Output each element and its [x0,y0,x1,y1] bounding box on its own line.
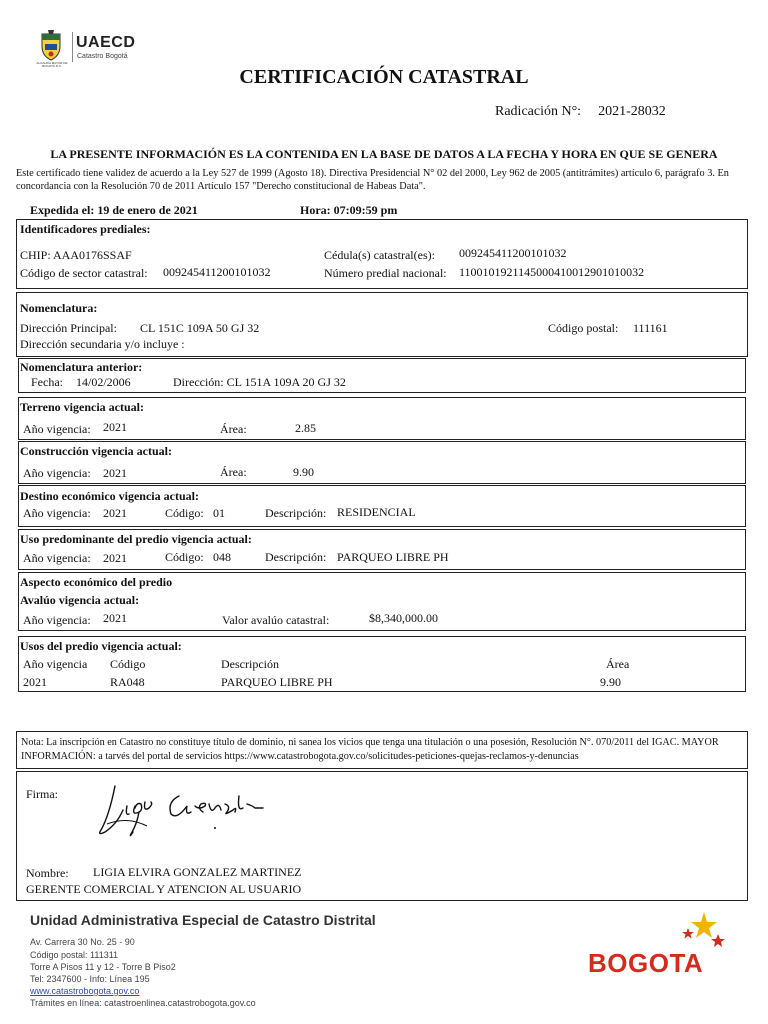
firma-box [16,771,748,901]
section-heading: Nomenclatura: [20,301,98,315]
bogota-logo [586,910,736,982]
cell-descripcion: PARQUEO LIBRE PH [221,675,333,689]
descripcion-label: Descripción: [265,506,327,520]
notice-heading: LA PRESENTE INFORMACIÓN ES LA CONTENIDA EN LA BASE DE DATOS A LA FECHA Y HORA EN QUE SE GENERA [50,147,718,161]
descripcion-value: PARQUEO LIBRE PH [337,550,449,564]
construccion-section [18,441,746,484]
aspecto-economico-section [18,572,746,631]
predial-label: Número predial nacional: [324,266,447,280]
direccion-anterior: Dirección: CL 151A 109A 20 GJ 32 [173,375,346,389]
document-title: CERTIFICACIÓN CATASTRAL [239,66,529,88]
expedida-time: Hora: 07:09:59 pm [300,203,398,217]
nota-text: Nota: La inscripción en Catastro no constituye título de dominio, ni sanea los vicios que tenga una titulación o una posesión, Resolución N°. 070/2011 del IGAC. MAYOR INFORMACIÓN: a tarvés del portal de servicios https://www.catastrobogota.gov.co/solicitudes-peticiones-quejas-reclamos-y-denuncias [21,737,719,762]
valor-value: $8,340,000.00 [369,611,438,625]
cedula-label: Cédula(s) catastral(es): [324,248,435,262]
sector-value: 009245411200101032 [163,265,271,279]
column-header-descripcion: Descripción [221,657,279,671]
column-header-anio: Año vigencia [23,657,88,671]
fecha-value: 14/02/2006 [76,375,131,389]
signature-image [87,776,287,848]
area-value: 9.90 [293,465,314,479]
cell-anio: 2021 [23,675,47,689]
bogota-seal-icon [34,28,68,62]
identificadores-section [16,219,748,289]
logo-separator [72,32,73,62]
anio-value: 2021 [103,551,127,565]
anio-value: 2021 [103,420,127,434]
usos-predio-section [18,636,746,692]
area-value: 2.85 [295,421,316,435]
footer-torre: Torre A Pisos 11 y 12 - Torre B Piso2 [30,962,176,972]
column-header-area: Área [606,657,630,671]
footer-website-link[interactable]: www.catastrobogota.gov.co [30,986,140,996]
cell-area: 9.90 [600,675,621,689]
nombre-label: Nombre: [26,866,69,880]
codigo-label: Código: [165,550,204,564]
section-heading: Nomenclatura anterior: [20,360,143,374]
area-label: Área: [220,422,247,436]
footer-tel: Tel: 2347600 - Info: Línea 195 [30,974,150,984]
logo-subtitle: Catastro Bogotá [77,53,128,60]
section-heading: Destino económico vigencia actual: [20,489,199,503]
descripcion-label: Descripción: [265,550,327,564]
seal-caption: ALCALDÍA MAYOR DE BOGOTÁ D.C. [36,61,68,68]
area-label: Área: [220,465,247,479]
section-heading: Aspecto económico del predio [20,575,173,589]
anio-label: Año vigencia: [23,506,91,520]
logo-name: UAECD [76,34,136,51]
anio-label: Año vigencia: [23,422,91,436]
codigo-value: 048 [213,550,231,564]
nomenclatura-section [16,292,748,357]
cell-codigo: RA048 [110,675,145,689]
radicacion-label: Radicación N°: [495,104,582,119]
section-heading: Uso predominante del predio vigencia actual: [20,532,252,546]
destino-section [18,485,746,527]
anio-label: Año vigencia: [23,466,91,480]
footer-address: Av. Carrera 30 No. 25 - 90 [30,937,135,947]
section-heading: Terreno vigencia actual: [20,400,144,414]
section-heading: Construcción vigencia actual: [20,444,172,458]
uaecd-logo [34,28,144,70]
predial-value: 1100101921145000410012901010032 [459,265,645,279]
footer-title: Unidad Administrativa Especial de Catastro Distrital [30,912,376,928]
avaluo-heading: Avalúo vigencia actual: [20,593,140,607]
firma-label: Firma: [26,787,58,801]
direccion-secundaria: Dirección secundaria y/o incluye : [20,337,185,351]
anio-label: Año vigencia: [23,613,91,627]
anio-value: 2021 [103,611,127,625]
nombre-value: LIGIA ELVIRA GONZALEZ MARTINEZ [93,865,302,879]
uso-predominante-section [18,529,746,570]
column-header-codigo: Código [110,657,146,671]
descripcion-value: RESIDENCIAL [337,505,416,519]
section-heading: Usos del predio vigencia actual: [20,639,182,653]
cedula-value: 009245411200101032 [459,246,567,260]
sector-label: Código de sector catastral: [20,266,148,280]
radicacion [495,104,666,120]
footer-postal: Código postal: 111311 [30,950,119,960]
fecha-label: Fecha: [31,375,63,389]
codigo-value: 01 [213,506,225,520]
terreno-section [18,397,746,440]
postal-value: 111161 [633,321,668,335]
radicacion-value: 2021-28032 [598,104,666,119]
cargo: GERENTE COMERCIAL Y ATENCION AL USUARIO [26,882,302,896]
bogota-brand: BOGOTA [588,948,704,978]
anio-label: Año vigencia: [23,551,91,565]
anio-value: 2021 [103,466,127,480]
direccion-label: Dirección Principal: [20,321,117,335]
section-heading: Identificadores prediales: [20,222,151,236]
footer-tramites: Trámites en línea: catastroenlinea.catastrobogota.gov.co [30,998,256,1008]
legal-text: Este certificado tiene validez de acuerdo a la Ley 527 de 1999 (Agosto 18). Directiva Presidencial N° 02 del 2000, Ley 962 de 2005 (antitrámites) artículo 6, parágrafo 3. En concordancia con la Resolución 70 de 2011 Artículo 157 "Derecho constitucional de Habeas Data". [16,168,729,192]
codigo-label: Código: [165,506,204,520]
chip: CHIP: AAA0176SSAF [20,248,132,262]
valor-label: Valor avalúo catastral: [222,613,330,627]
expedida-date: Expedida el: 19 de enero de 2021 [30,203,198,217]
nomenclatura-anterior-section [18,358,746,393]
nota-box [16,731,748,769]
direccion-value: CL 151C 109A 50 GJ 32 [140,321,260,335]
anio-value: 2021 [103,506,127,520]
postal-label: Código postal: [548,321,619,335]
